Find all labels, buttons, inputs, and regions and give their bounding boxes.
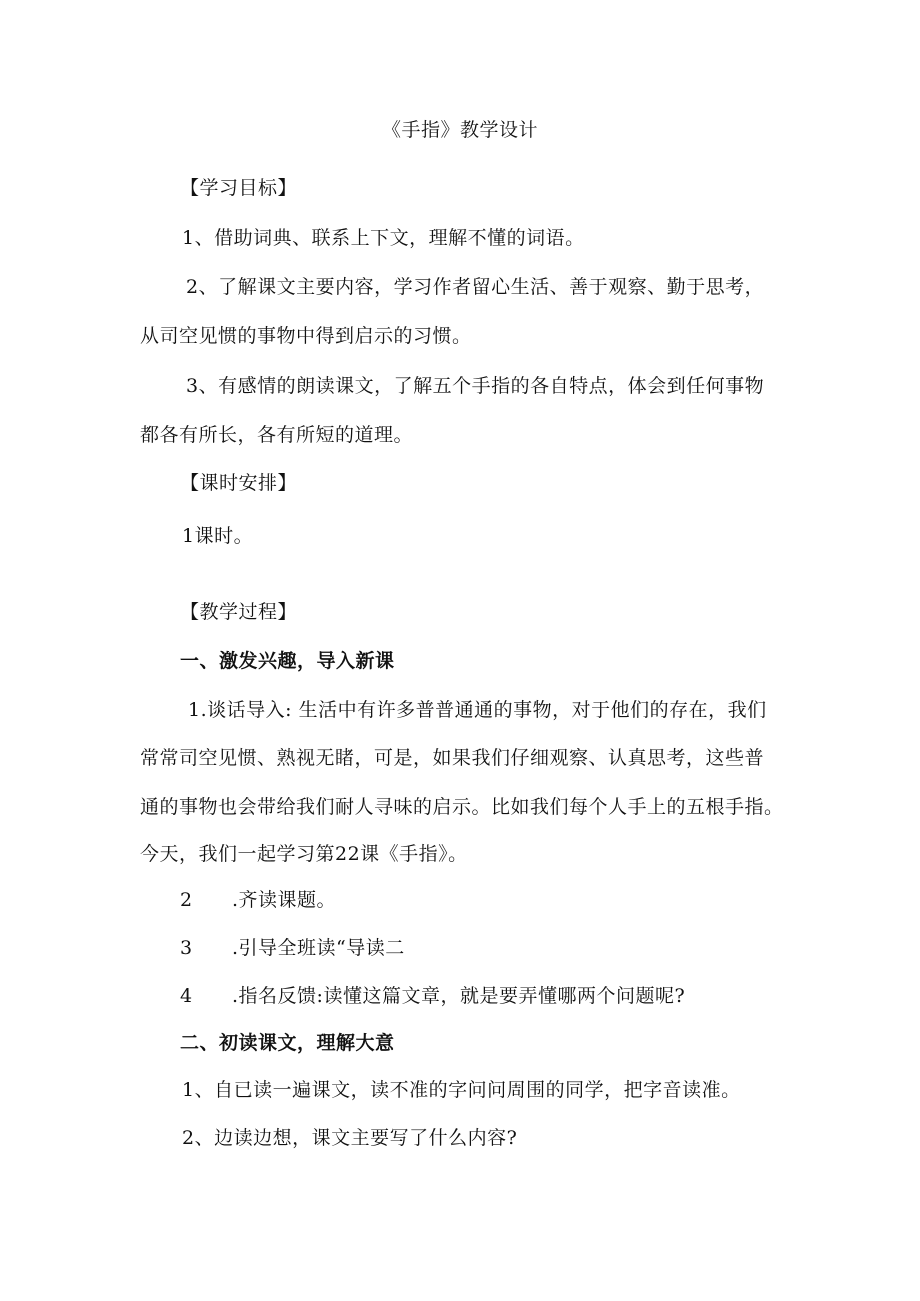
objectives-heading: 【学习目标】 <box>180 177 298 199</box>
part-1-item-3-text: .引导全班读“导读二 <box>232 937 405 959</box>
objective-1: 1、借助词典、联系上下文，理解不懂的词语。 <box>182 227 585 249</box>
part-1-item-3 <box>180 936 405 960</box>
part-1-item-3-number: 3 <box>180 937 193 959</box>
schedule-value: 1课时。 <box>182 525 254 547</box>
part-1-item-1-line-3: 通的事物也会带给我们耐人寻味的启示。比如我们每个人手上的五根手指。 <box>140 796 784 818</box>
schedule-heading: 【课时安排】 <box>180 472 298 494</box>
process-heading: 【教学过程】 <box>180 601 298 623</box>
objective-2-line-1: 2、了解课文主要内容，学习作者留心生活、善于观察、勤于思考， <box>186 276 765 298</box>
part-1-item-4-number: 4 <box>180 985 193 1007</box>
part-1-heading: 一、激发兴趣，导入新课 <box>180 650 395 672</box>
part-1-item-1-line-4: 今天，我们一起学习第22课《手指》。 <box>140 843 468 865</box>
objective-3-line-2: 都各有所长，各有所短的道理。 <box>140 424 414 446</box>
objective-3-line-1: 3、有感情的朗读课文，了解五个手指的各自特点，体会到任何事物 <box>186 375 765 397</box>
part-1-item-1-line-2: 常常司空见惯、熟视无睹，可是，如果我们仔细观察、认真思考，这些普 <box>140 747 765 769</box>
part-1-item-2-number: 2 <box>180 889 193 911</box>
part-1-item-1-line-1: 1.谈话导入: 生活中有许多普普通通的事物，对于他们的存在，我们 <box>188 699 767 721</box>
part-2-item-2: 2、边读边想，课文主要写了什么内容? <box>182 1127 518 1149</box>
part-1-item-2 <box>180 888 336 912</box>
part-2-item-1: 1、自已读一遍课文，读不准的字问问周围的同学，把字音读准。 <box>182 1079 741 1101</box>
part-1-item-4-text: .指名反馈:读懂这篇文章，就是要弄懂哪两个问题呢? <box>232 985 686 1007</box>
objective-2-line-2: 从司空见惯的事物中得到启示的习惯。 <box>140 325 472 347</box>
part-2-heading: 二、初读课文，理解大意 <box>180 1032 395 1054</box>
part-1-item-2-text: .齐读课题。 <box>232 889 337 911</box>
document-title: 《手指》教学设计 <box>381 119 538 141</box>
part-1-item-4 <box>180 984 685 1008</box>
